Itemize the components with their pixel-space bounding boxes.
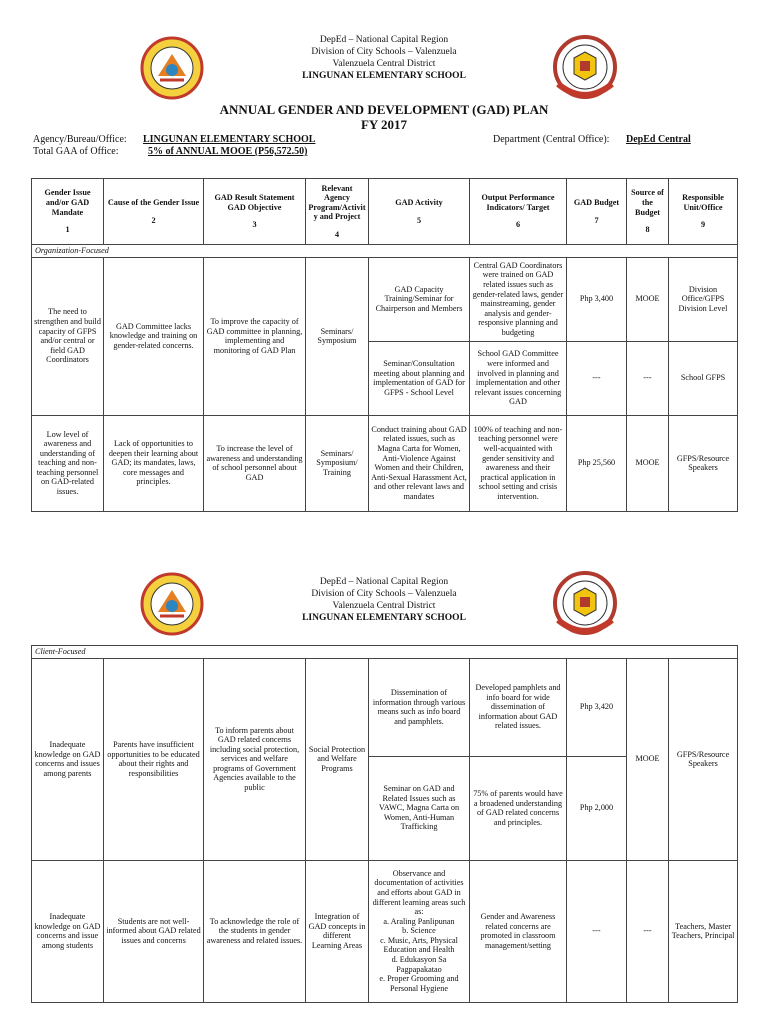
cell-source: MOOE — [627, 415, 669, 511]
col-header-9: Responsible Unit/Office 9 — [669, 179, 738, 245]
cell-issue: Inadequate knowledge on GAD concerns and issue among students — [32, 860, 104, 1002]
header-division: Division of City Schools – Valenzuela — [311, 589, 457, 599]
table-header-row — [32, 179, 738, 245]
cell-source: MOOE — [627, 257, 669, 341]
dept-label: Department (Central Office): — [493, 134, 610, 145]
activity-intro: Observance and documentation of activities and efforts about GAD in different learning areas such as: — [372, 868, 466, 917]
col-header-1: Gender Issue and/or GAD Mandate 1 — [32, 179, 104, 245]
activity-item: b. Science — [402, 926, 436, 936]
agency-value — [143, 134, 315, 146]
header-district: Valenzuela Central District — [332, 601, 436, 611]
dept-value-text: DepEd Central — [626, 134, 691, 145]
cell-output: 75% of parents would have a broadened understanding of GAD related concerns and principles. — [470, 756, 567, 860]
cell-activity: Conduct training about GAD related issues, such as Magna Carta for Women, Anti-Violence Against Women and their Children, Anti-Sexual Harassment Act, and other relevant laws and mandates — [369, 415, 470, 511]
cell-budget: Php 3,420 — [567, 658, 627, 756]
section-row — [32, 646, 738, 659]
activity-item: c. Music, Arts, Physical Education and Health — [380, 935, 458, 955]
header-school: LINGUNAN ELEMENTARY SCHOOL — [302, 613, 466, 623]
col-header-4: Relevant Agency Program/Activity and Project 4 — [306, 179, 369, 245]
gad-plan-table-client — [31, 645, 738, 1003]
cell-unit: GFPS/Resource Speakers — [669, 658, 738, 860]
cell-output: 100% of teaching and non-teaching personnel were well-acquainted with gender sensitivity and awareness and their practical application in school setting and crisis intervention. — [470, 415, 567, 511]
cell-budget: Php 25,560 — [567, 415, 627, 511]
cell-program: Integration of GAD concepts in different Learning Areas — [306, 860, 369, 1002]
cell-activity: Seminar on GAD and Related Issues such as VAWC, Magna Carta on Women, Anti-Human Trafficking — [369, 756, 470, 860]
cell-output: Central GAD Coordinators were trained on GAD related issues such as gender-related laws, gender mainstreaming, gender analysis and gender-responsive planning and budgeting — [470, 257, 567, 341]
title-line2: FY 2017 — [360, 117, 408, 132]
cell-issue: Inadequate knowledge on GAD concerns and issues among parents — [32, 658, 104, 860]
section-row — [32, 245, 738, 258]
cell-cause: Lack of opportunities to deepen their learning about GAD; its mandates, laws, core messages and principles. — [104, 415, 204, 511]
title-line1: ANNUAL GENDER AND DEVELOPMENT (GAD) PLAN — [219, 102, 549, 117]
cell-budget: --- — [567, 341, 627, 415]
table-row — [32, 658, 738, 756]
gaa-value-text: 5% of ANNUAL MOOE (P56,572.50) — [148, 146, 308, 157]
cell-objective: To increase the level of awareness and understanding of school personnel about GAD — [204, 415, 306, 511]
document-title — [0, 102, 768, 132]
cell-source: MOOE — [627, 658, 669, 860]
activity-item: d. Edukasyon Sa Pagpapakatao — [391, 955, 447, 974]
cell-objective: To improve the capacity of GAD committee in planning, implementing and monitoring of GAD Plan — [204, 257, 306, 415]
cell-source: --- — [627, 341, 669, 415]
col-header-8: Source of the Budget 8 — [627, 179, 669, 245]
cell-cause: GAD Committee lacks knowledge and training on gender-related concerns. — [104, 257, 204, 415]
cell-program: Seminars/ Symposium/ Training — [306, 415, 369, 511]
header-district: Valenzuela Central District — [332, 59, 436, 69]
cell-issue: Low level of awareness and understanding of teaching and non-teaching personnel on GAD-related issues. — [32, 415, 104, 511]
cell-output: School GAD Committee were informed and involved in planning and implementation and other relevant issues concerning GAD — [470, 341, 567, 415]
cell-budget: --- — [567, 860, 627, 1002]
letterhead — [0, 34, 768, 82]
col-header-7: GAD Budget 7 — [567, 179, 627, 245]
gaa-value — [148, 146, 307, 158]
agency-label: Agency/Bureau/Office: — [33, 134, 127, 145]
cell-unit: Division Office/GFPS Division Level — [669, 257, 738, 341]
cell-budget: Php 2,000 — [567, 756, 627, 860]
header-division: Division of City Schools – Valenzuela — [311, 47, 457, 57]
cell-output: Gender and Awareness related concerns are promoted in classroom management/setting — [470, 860, 567, 1002]
cell-unit: School GFPS — [669, 341, 738, 415]
cell-program: Seminars/ Symposium — [306, 257, 369, 415]
cell-unit: GFPS/Resource Speakers — [669, 415, 738, 511]
header-school: LINGUNAN ELEMENTARY SCHOOL — [302, 71, 466, 81]
cell-program: Social Protection and Welfare Programs — [306, 658, 369, 860]
table-row — [32, 860, 738, 1002]
cell-output: Developed pamphlets and info board for wide dissemination of information about GAD related issues. — [470, 658, 567, 756]
cell-activity — [369, 860, 470, 1002]
letterhead — [0, 576, 768, 624]
cell-budget: Php 3,400 — [567, 257, 627, 341]
table-row — [32, 257, 738, 341]
gad-plan-table-organization — [31, 178, 738, 512]
cell-activity: Seminar/Consultation meeting about planning and implementation of GAD for GFPS - School Level — [369, 341, 470, 415]
cell-cause: Parents have insufficient opportunities to be educated about their rights and responsibilities — [104, 658, 204, 860]
table-row — [32, 415, 738, 511]
header-region: DepEd – National Capital Region — [319, 577, 449, 587]
agency-value-text: LINGUNAN ELEMENTARY SCHOOL — [143, 134, 316, 145]
activity-item: a. Araling Panlipunan — [383, 916, 455, 926]
section-label: Organization-Focused — [32, 245, 738, 258]
cell-cause: Students are not well-informed about GAD related issues and concerns — [104, 860, 204, 1002]
col-header-6: Output Performance Indicators/ Target 6 — [470, 179, 567, 245]
cell-activity: Dissemination of information through various means such as info board and pamphlets. — [369, 658, 470, 756]
cell-unit: Teachers, Master Teachers, Principal — [669, 860, 738, 1002]
cell-objective: To acknowledge the role of the students in gender awareness and related issues. — [204, 860, 306, 1002]
dept-value — [626, 134, 691, 146]
section-label: Client-Focused — [32, 646, 738, 659]
cell-objective: To inform parents about GAD related concerns including social protection, services and welfare programs of Government Agencies available to the public — [204, 658, 306, 860]
col-header-3: GAD Result Statement GAD Objective 3 — [204, 179, 306, 245]
col-header-2: Cause of the Gender Issue 2 — [104, 179, 204, 245]
col-header-5: GAD Activity 5 — [369, 179, 470, 245]
cell-issue: The need to strengthen and build capacity of GFPS and/or central or field GAD Coordinators — [32, 257, 104, 415]
gaa-label: Total GAA of Office: — [33, 146, 119, 157]
activity-item: e. Proper Grooming and Personal Hygiene — [379, 974, 459, 993]
header-region: DepEd – National Capital Region — [319, 35, 449, 45]
cell-activity: GAD Capacity Training/Seminar for Chairperson and Members — [369, 257, 470, 341]
cell-source: --- — [627, 860, 669, 1002]
